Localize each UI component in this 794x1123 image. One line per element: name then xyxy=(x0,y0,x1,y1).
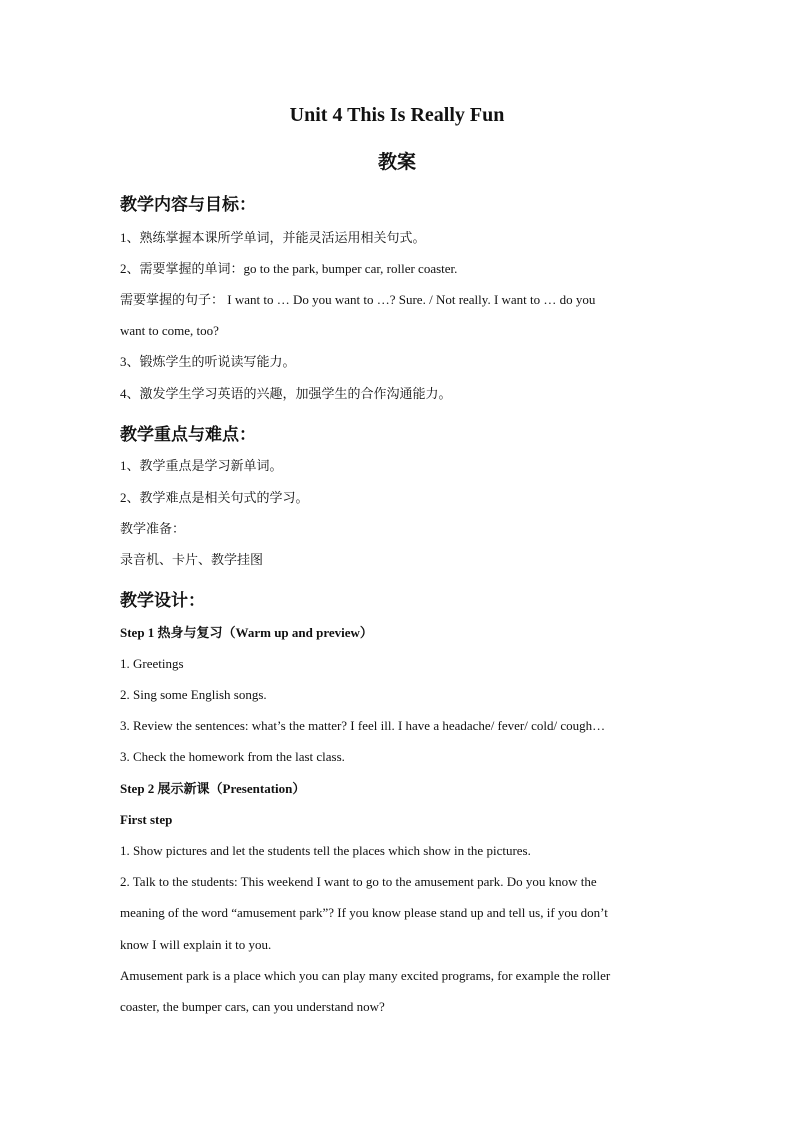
step1-item: 1. Greetings xyxy=(120,656,184,671)
step1-title: Step 1 热身与复习（Warm up and preview） xyxy=(120,625,373,640)
goal-line: 需要掌握的句子： I want to … Do you want to …? Sure. / Not really. I want to … do you xyxy=(120,292,596,307)
step2-item: coaster, the bumper cars, can you understand now? xyxy=(120,999,385,1014)
section-heading-key: 教学重点与难点： xyxy=(120,425,256,445)
prep-label: 教学准备： xyxy=(120,521,186,536)
section-heading-design: 教学设计： xyxy=(120,591,205,611)
key-point-line: 2、教学难点是相关句式的学习。 xyxy=(120,490,309,505)
step1-item: 2. Sing some English songs. xyxy=(120,687,267,702)
key-point-line: 1、教学重点是学习新单词。 xyxy=(120,458,283,473)
goal-line: 2、需要掌握的单词：go to the park, bumper car, roller coaster. xyxy=(120,261,458,276)
document-title: Unit 4 This Is Really Fun xyxy=(289,104,505,126)
step2-item: 2. Talk to the students: This weekend I want to go to the amusement park. Do you know the xyxy=(120,874,597,889)
goal-line: 3、锻炼学生的听说读写能力。 xyxy=(120,354,296,369)
step1-item: 3. Check the homework from the last class. xyxy=(120,749,345,764)
step2-item: know I will explain it to you. xyxy=(120,937,272,952)
step2-title: Step 2 展示新课（Presentation） xyxy=(120,781,306,796)
step1-item: 3. Review the sentences: what’s the matter? I feel ill. I have a headache/ fever/ cold/ cough… xyxy=(120,718,606,733)
goal-line: 1、熟练掌握本课所学单词，并能灵活运用相关句式。 xyxy=(120,230,426,245)
step2-item: Amusement park is a place which you can play many excited programs, for example the roller xyxy=(120,968,611,983)
goal-line: 4、激发学生学习英语的兴趣，加强学生的合作沟通能力。 xyxy=(120,386,452,401)
step2-item: meaning of the word “amusement park”? If you know please stand up and tell us, if you don’t xyxy=(120,905,608,920)
first-step-label: First step xyxy=(120,812,173,827)
prep-items: 录音机、卡片、教学挂图 xyxy=(120,552,264,567)
goal-line: want to come, too? xyxy=(120,323,219,338)
step2-item: 1. Show pictures and let the students tell the places which show in the pictures. xyxy=(120,843,531,858)
section-heading-goals: 教学内容与目标： xyxy=(120,195,256,215)
document-subtitle: 教案 xyxy=(377,151,416,173)
